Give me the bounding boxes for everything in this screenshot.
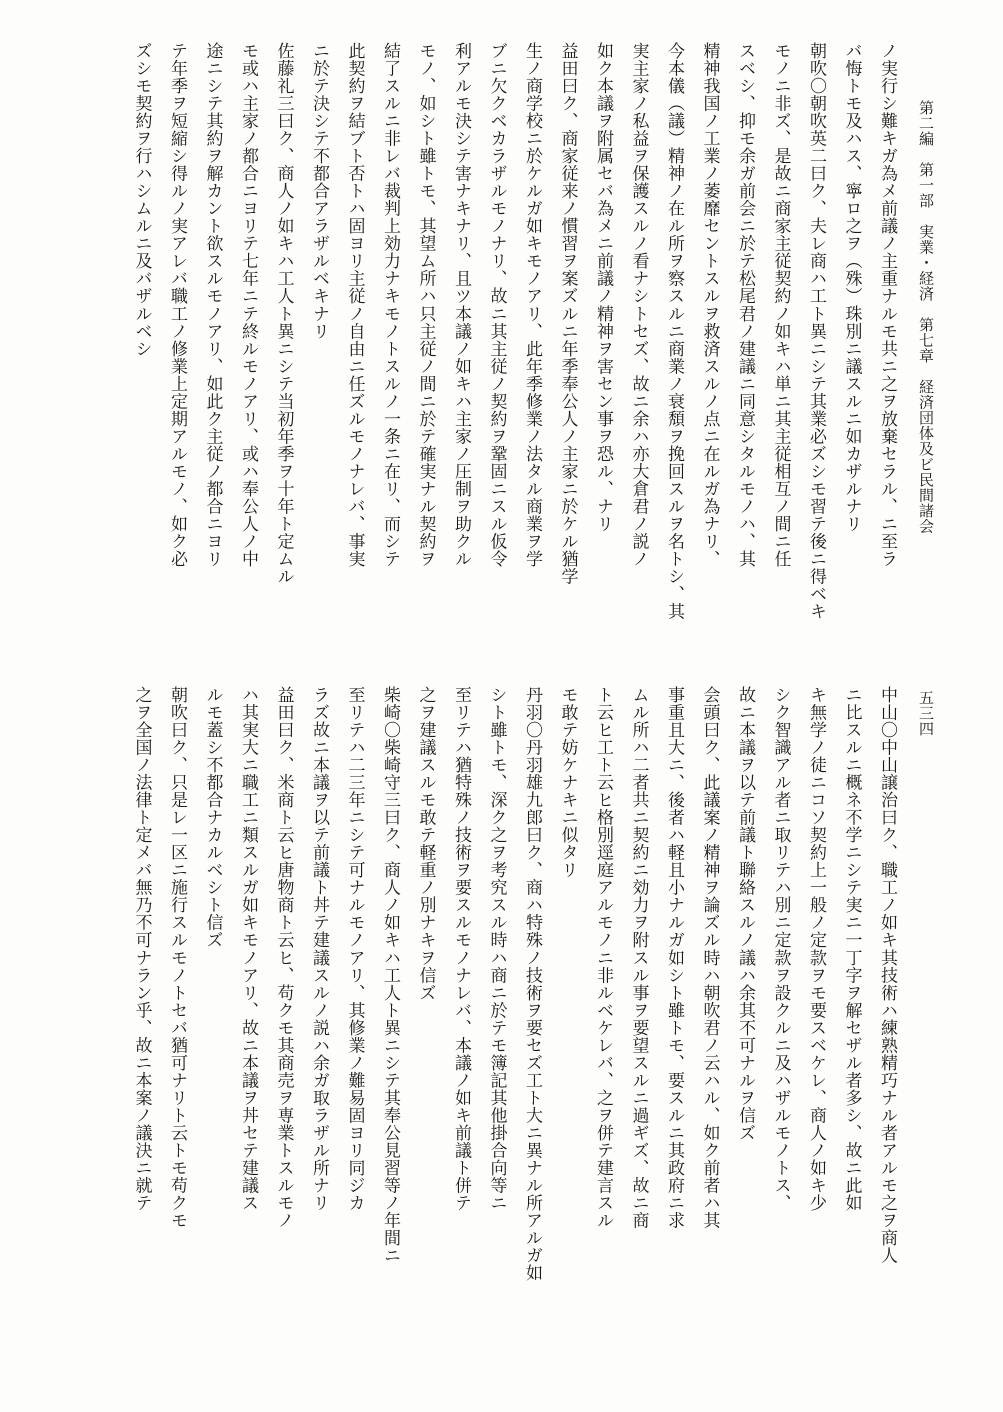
text-column: ルモ蓋シ不都合ナカルベシト信ズ	[202, 686, 223, 949]
text-column: 至リテハ猶特殊ノ技術ヲ要スルモノナレバ、本議ノ如キ前議ト併テ	[451, 686, 471, 1212]
text-column: キ無学ノ徒ニコソ契約上一般ノ定款ヲモ要スベケレ、商人ノ如キ少	[806, 686, 826, 1212]
text-column: モノニ非ズ、是故ニ商家主従契約ノ如キハ単ニ其主従相互ノ間ニ任	[770, 42, 791, 568]
text-column: 生ノ商学校ニ於ケルガ如キモノアリ、此年季修業ノ法タル商業ヲ学	[522, 42, 542, 568]
text-column: ハ其実大ニ職工ニ類スルガ如キモノアリ、故ニ本議ヲ丼セテ建議ス	[238, 686, 258, 1212]
text-column: 実主家ノ私益ヲ保護スルノ看ナシトセズ、故ニ余ハ亦大倉君ノ説ノ	[628, 42, 649, 568]
text-column: シク智識アル者ニ取リテハ別ニ定款ヲ設クルニ及ハザルモノトス、	[770, 686, 791, 1212]
text-column: シト雖トモ、深ク之ヲ考究スル時ハ商ニ於テモ簿記其他掛合向等ニ	[486, 686, 507, 1212]
text-column: ズシモ契約ヲ行ハシムルニ及バザルベシ	[131, 42, 152, 358]
text-column: テ年季ヲ短縮シ得ルノ実アレバ職工ノ修業上定期アルモノ、如ク必	[167, 42, 187, 568]
text-column: 之ヲ全国ノ法律ト定メバ無乃不可ナラン乎、故ニ本案ノ議決ニ就テ	[131, 686, 152, 1212]
text-column: 柴崎〇柴崎守三曰ク、商人ノ如キハ工人ト異ニシテ其奉公見習等ノ年間ニ	[380, 686, 400, 1265]
text-column: 故ニ本議ヲ以テ前議ト聯絡スルノ議ハ余其不可ナルヲ信ズ	[735, 686, 755, 1142]
text-column: 之ヲ建議スルモ敢テ軽重ノ別ナキヲ信ズ	[415, 686, 436, 1002]
text-column: モ或ハ主家ノ都合ニヨリテ七年ニテ終ルモノアリ、或ハ奉公人ノ中	[238, 42, 258, 568]
text-column: 丹羽〇丹羽雄九郎曰ク、商ハ特殊ノ技術ヲ要セズ工ト大ニ異ナル所アルガ如	[522, 686, 542, 1282]
text-column: 益田曰ク、商家従来ノ慣習ヲ案ズルニ年季奉公人ノ主家ニ於ケル猶学	[557, 42, 578, 586]
text-column: 益田曰ク、米商ト云ヒ唐物商ト云ヒ、苟クモ其商売ヲ専業トスルモノ	[273, 686, 294, 1230]
text-column: 会頭曰ク、此議案ノ精神ヲ論ズル時ハ朝吹君ノ云ハル、如ク前者ハ其	[699, 686, 720, 1230]
text-column: ラズ故ニ本議ヲ以テ前議ト丼テ建議スルノ説ハ余ガ取ラザル所ナリ	[309, 686, 329, 1212]
text-column: 今本儀（議）精神ノ在ル所ヲ察スルニ商業ノ衰頽ヲ挽回スルヲ名トシ、其	[664, 42, 684, 621]
text-column: 精神我国ノ工業ノ萎靡セントスルヲ救済スルノ点ニ在ルガ為ナリ、	[699, 42, 720, 568]
text-column: 利アルモ決シテ害ナキナリ、且ツ本議ノ如キハ主家ノ圧制ヲ助クル	[451, 42, 471, 568]
text-column: スベシ、抑モ余ガ前会ニ於テ松尾君ノ建議ニ同意シタルモノハ、其	[735, 42, 755, 568]
text-column: 至リテハ二三年ニシテ可ナルモノアリ、其修業ノ難易固ヨリ同ジカ	[344, 686, 365, 1212]
text-column: ニ比スルニ概ネ不学ニシテ実ニ一丁字ヲ解セザル者多シ、故ニ此如	[841, 686, 862, 1212]
text-column: 事重且大ニ、後者ハ軽且小ナルガ如シト雖トモ、要スルニ其政府ニ求	[664, 686, 684, 1230]
text-column: 途ニシテ其約ヲ解カント欲スルモノアリ、如此ク主従ノ都合ニヨリ	[202, 42, 223, 568]
page-number: 五三四	[917, 690, 935, 737]
running-head: 第二編 第一部 実業・経済 第七章 経済団体及ビ民間諸会	[917, 100, 935, 534]
text-column: ト云ヒ工ト云ヒ格別逕庭アルモノニ非ルベケレバ、之ヲ併テ建言スル	[593, 686, 613, 1230]
text-column: 朝吹〇朝吹英二曰ク、夫レ商ハ工ト異ニシテ其業必ズシモ習テ後ニ得ベキ	[806, 42, 826, 621]
text-column: 結了スルニ非レバ裁判上効力ナキモノトスルノ一条ニ在リ、而シテ	[380, 42, 400, 568]
text-column: 如ク本議ヲ附属セバ為メニ前議ノ精神ヲ害セン事ヲ恐ル、ナリ	[593, 42, 613, 533]
text-column: ノ実行シ難キガ為メ前議ノ主重ナルモ共ニ之ヲ放棄セラル、ニ至ラ	[877, 42, 897, 568]
text-column: モ敢テ妨ケナキニ似タリ	[557, 686, 578, 879]
text-column: 朝吹曰ク、只是レ一区ニ施行スルモノトセバ猶可ナリト云トモ苟クモ	[167, 686, 187, 1230]
text-column: バ悔トモ及ハス、寧ロ之ヲ（殊）珠別ニ議スルニ如カザルナリ	[841, 42, 862, 533]
text-column: ムル所ハ二者共ニ契約ニ効力ヲ附スル事ヲ要望スルニ過ギズ、故ニ商	[628, 686, 649, 1230]
text-column: ニ於テ決シテ不都合アラザルベキナリ	[309, 42, 329, 340]
text-column: 此契約ヲ結ブト否トハ固ヨリ主従ノ自由ニ任ズルモノナレバ、事実	[344, 42, 365, 568]
text-column: モノ、如シト雖トモ、其望ム所ハ只主従ノ間ニ於テ確実ナル契約ヲ	[415, 42, 436, 568]
text-column: 中山〇中山譲治曰ク、職工ノ如キ其技術ハ練熟精巧ナル者アルモ之ヲ商人	[877, 686, 897, 1265]
text-column: 佐藤礼三曰ク、商人ノ如キハ工人ト異ニシテ当初年季ヲ十年ト定ムル	[273, 42, 294, 586]
text-column: ブニ欠クベカラザルモノナリ、故ニ其主従ノ契約ヲ鞏固ニスル仮令	[486, 42, 507, 568]
